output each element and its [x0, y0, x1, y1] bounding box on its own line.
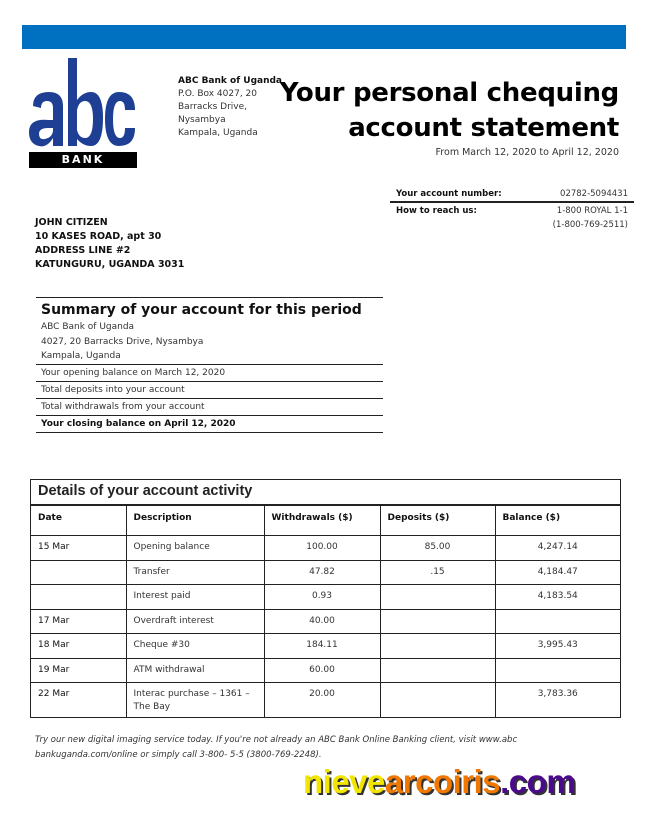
summary-total-withdrawals: Total withdrawals from your account [36, 398, 383, 415]
cell-withdrawal: 184.11 [264, 634, 380, 659]
cell-description: Interest paid [126, 585, 264, 610]
title-line-1: Your personal chequing [279, 78, 619, 108]
bank-name: ABC Bank of Uganda [178, 76, 283, 86]
watermark-part-1: nieve [303, 763, 385, 800]
table-header-row [31, 506, 620, 536]
cell-description: Transfer [126, 560, 264, 585]
customer-address-line: ADDRESS LINE #2 [35, 245, 131, 256]
col-balance: Balance ($) [495, 506, 620, 536]
cell-deposit [380, 609, 495, 634]
statement-title [280, 76, 619, 146]
account-number-value: 02782-5094431 [560, 189, 628, 199]
bank-address-line: Barracks Drive, [178, 102, 248, 112]
cell-withdrawal: 100.00 [264, 536, 380, 561]
bank-address-line: Nysambya [178, 115, 226, 125]
customer-address [35, 216, 184, 272]
summary-total-deposits: Total deposits into your account [36, 381, 383, 398]
watermark [303, 763, 575, 801]
table-row [31, 609, 620, 634]
cell-withdrawal: 47.82 [264, 560, 380, 585]
cell-deposit: 85.00 [380, 536, 495, 561]
cell-deposit: .15 [380, 560, 495, 585]
activity-heading: Details of your account activity [31, 480, 620, 505]
cell-deposit [380, 683, 495, 718]
cell-deposit [380, 634, 495, 659]
footer-note [35, 733, 535, 763]
cell-withdrawal: 20.00 [264, 683, 380, 718]
cell-withdrawal: 60.00 [264, 658, 380, 683]
footer-note-line: Try our new digital imaging service today. If you're not already an ABC Bank Online Banking client, visit www.abc [35, 735, 518, 745]
col-description: Description [126, 506, 264, 536]
watermark-part-3: .com [500, 763, 576, 800]
summary-opening-balance: Your opening balance on March 12, 2020 [36, 364, 383, 381]
cell-description: Cheque #30 [126, 634, 264, 659]
col-date: Date [31, 506, 126, 536]
table-row [31, 634, 620, 659]
summary-bank-address: 4027, 20 Barracks Drive, Nysambya [41, 336, 204, 347]
account-number-row [390, 188, 634, 203]
cell-date: 22 Mar [31, 683, 126, 718]
cell-date: 17 Mar [31, 609, 126, 634]
contact-row [390, 205, 634, 218]
customer-name: JOHN CITIZEN [35, 217, 108, 228]
cell-date [31, 560, 126, 585]
summary-closing-balance: Your closing balance on April 12, 2020 [36, 415, 383, 433]
cell-balance: 3,783.36 [495, 683, 620, 718]
cell-withdrawal: 40.00 [264, 609, 380, 634]
col-withdrawals: Withdrawals ($) [264, 506, 380, 536]
cell-description: Overdraft interest [126, 609, 264, 634]
bank-address-line: Kampala, Uganda [178, 128, 258, 138]
table-row [31, 560, 620, 585]
summary-bank-city: Kampala, Uganda [41, 351, 121, 361]
cell-balance: 4,184.47 [495, 560, 620, 585]
account-info [390, 188, 634, 232]
cell-balance: 4,183.54 [495, 585, 620, 610]
contact-phone: 1-800 ROYAL 1-1 [556, 206, 628, 216]
bank-logo [29, 58, 137, 168]
activity-table [31, 505, 620, 718]
watermark-part-2: arcoiris [384, 763, 501, 800]
cell-deposit [380, 658, 495, 683]
header-color-bar [22, 25, 626, 49]
cell-description: Opening balance [126, 536, 264, 561]
account-summary [36, 297, 383, 433]
cell-withdrawal: 0.93 [264, 585, 380, 610]
cell-deposit [380, 585, 495, 610]
account-number-label: Your account number: [396, 189, 502, 199]
cell-date: 19 Mar [31, 658, 126, 683]
cell-date: 18 Mar [31, 634, 126, 659]
customer-address-line: 10 KASES ROAD, apt 30 [35, 231, 162, 242]
summary-heading: Summary of your account for this period [36, 297, 383, 320]
contact-label: How to reach us: [396, 206, 477, 216]
cell-description: Interac purchase – 1361 – The Bay [126, 683, 264, 718]
cell-balance: 4,247.14 [495, 536, 620, 561]
contact-phone-numeric: (1-800-769-2511) [552, 220, 628, 230]
account-activity [30, 479, 621, 718]
cell-balance [495, 609, 620, 634]
cell-balance: 3,995.43 [495, 634, 620, 659]
table-row [31, 536, 620, 561]
cell-date: 15 Mar [31, 536, 126, 561]
col-deposits: Deposits ($) [380, 506, 495, 536]
footer-note-line: bankuganda.com/online or simply call 3-800- 5-5 (3800-769-2248). [35, 750, 322, 760]
cell-balance [495, 658, 620, 683]
bank-address [178, 75, 282, 140]
bank-address-line: P.O. Box 4027, 20 [178, 89, 257, 99]
logo-bank-label: BANK [61, 153, 105, 166]
table-row [31, 683, 620, 718]
summary-bank-name: ABC Bank of Uganda [41, 322, 135, 332]
cell-date [31, 585, 126, 610]
statement-period: From March 12, 2020 to April 12, 2020 [435, 147, 619, 158]
table-row [31, 658, 620, 683]
title-line-2: account statement [348, 113, 619, 143]
customer-address-line: KATUNGURU, UGANDA 3031 [35, 259, 185, 270]
cell-description: ATM withdrawal [126, 658, 264, 683]
table-row [31, 585, 620, 610]
